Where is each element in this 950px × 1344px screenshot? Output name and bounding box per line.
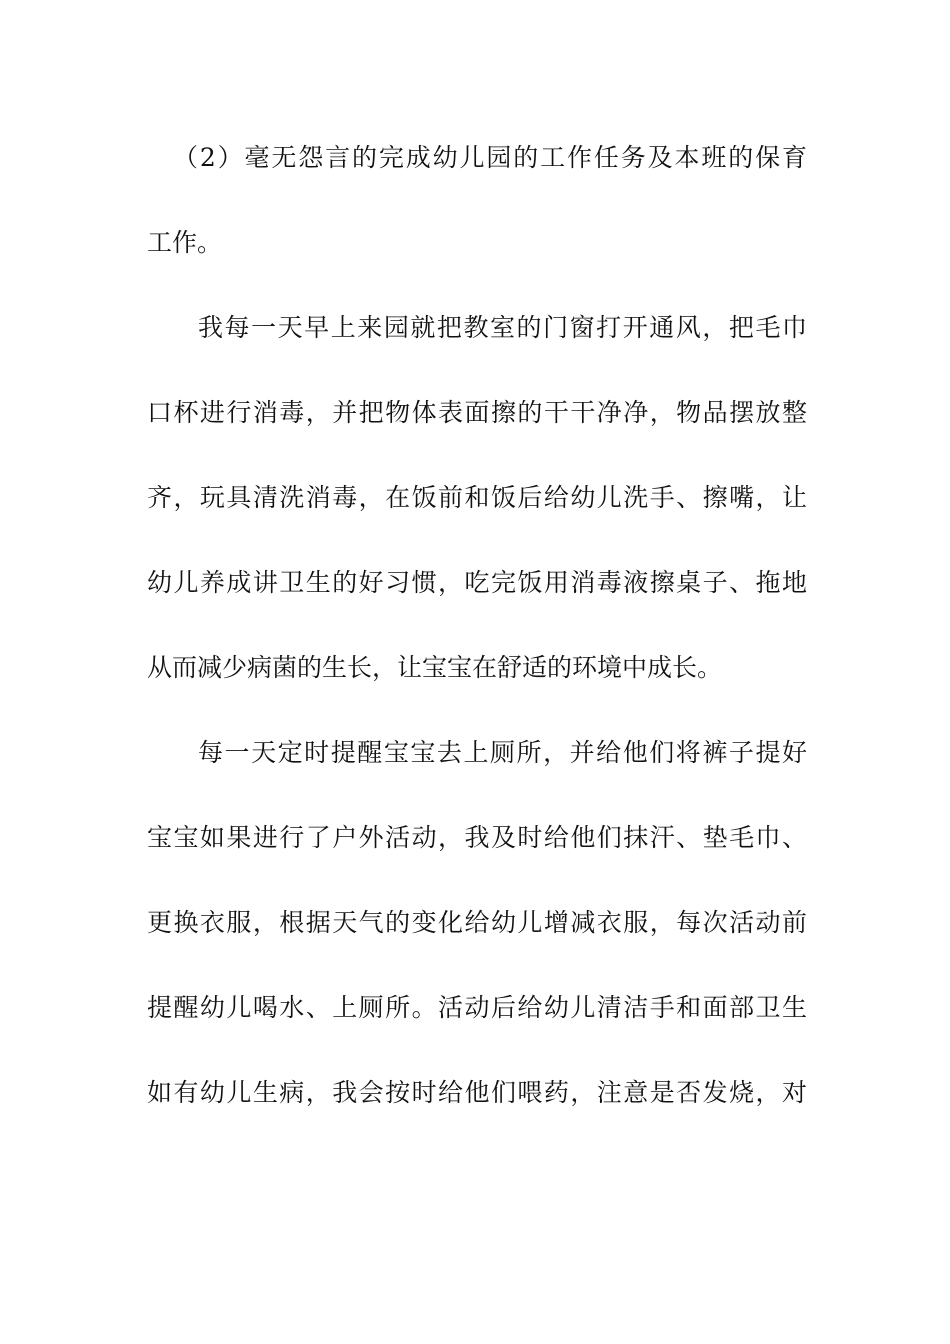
paragraph-line: 从而减少病菌的生长，让宝宝在舒适的环境中成长。 xyxy=(147,653,723,682)
paragraph-line: （2）毫无怨言的完成幼儿园的工作任务及本班的保育 xyxy=(173,143,807,172)
paragraph-line: 口杯进行消毒，并把物体表面擦的干干净净，物品摆放整 xyxy=(147,398,807,427)
paragraph-line: 提醒幼儿喝水、上厕所。活动后给幼儿清洁手和面部卫生 xyxy=(147,993,807,1022)
paragraph-line: 齐，玩具清洗消毒，在饭前和饭后给幼儿洗手、擦嘴，让 xyxy=(147,483,807,512)
paragraph-line: 宝宝如果进行了户外活动，我及时给他们抹汗、垫毛巾、 xyxy=(147,823,807,852)
paragraph-line: 我每一天早上来园就把教室的门窗打开通风，把毛巾 xyxy=(198,313,807,342)
paragraph-line: 工作。 xyxy=(147,228,223,257)
paragraph-line: 每一天定时提醒宝宝去上厕所，并给他们将裤子提好 xyxy=(198,738,807,767)
paragraph-line: 幼儿养成讲卫生的好习惯，吃完饭用消毒液擦桌子、拖地 xyxy=(147,568,807,597)
paragraph-line: 更换衣服，根据天气的变化给幼儿增减衣服，每次活动前 xyxy=(147,908,807,937)
paragraph-line: 如有幼儿生病，我会按时给他们喂药，注意是否发烧，对 xyxy=(147,1078,807,1107)
